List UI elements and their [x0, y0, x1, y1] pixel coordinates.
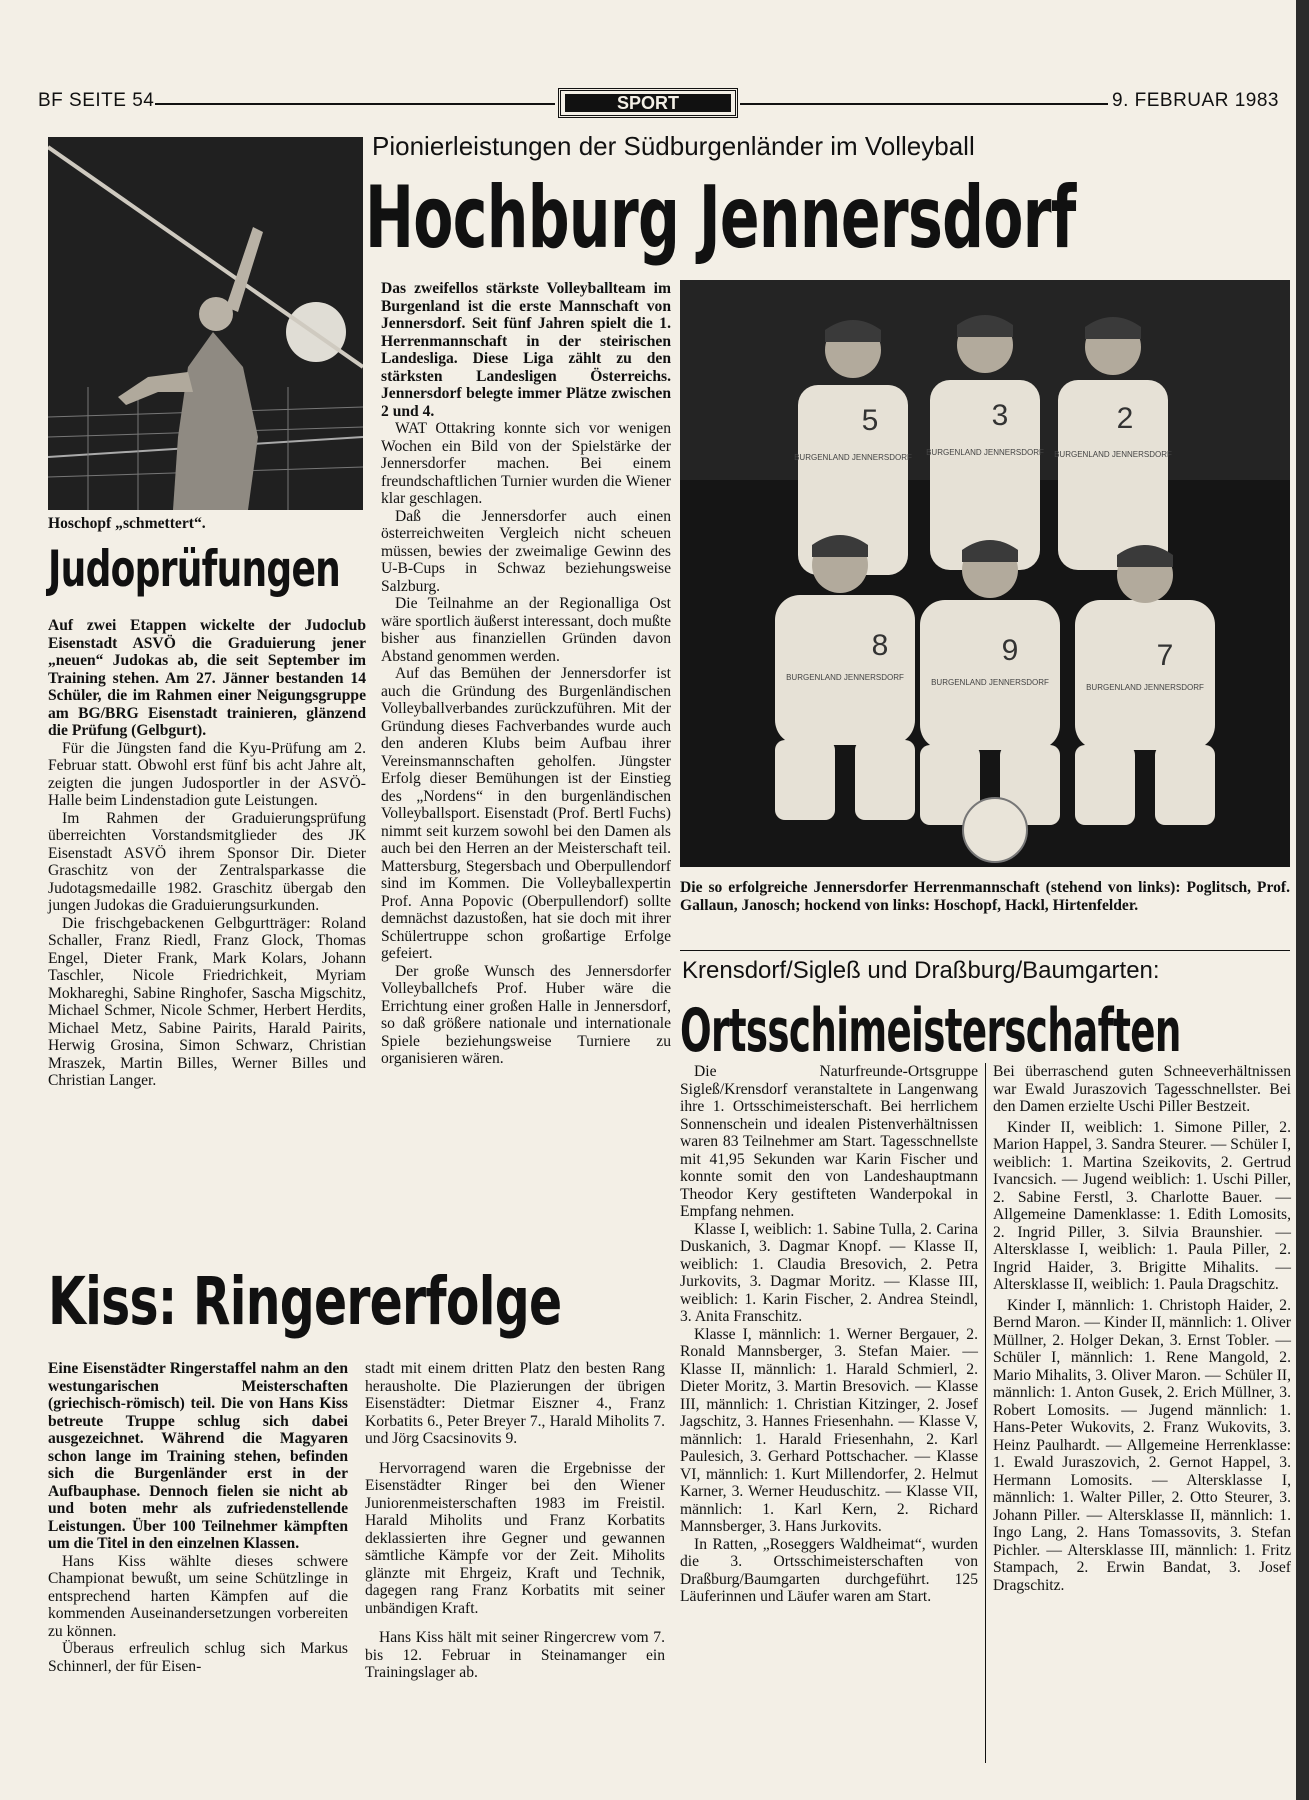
ortsschi-headline: Ortsschimeisterschaften	[680, 996, 1181, 1066]
judo-headline: Judoprüfungen	[48, 540, 341, 598]
header-rule-left	[155, 103, 555, 105]
ortsschi-paragraph: Kinder I, männlich: 1. Christoph Haider, 2. Bernd Maron. — Kinder II, männlich: 1. Oliver Müllner, 2. Holger Dekan, 3. Ernst Tobler. — Schüler I, männlich: 1. Rene Mangold, 2. Mario Mihalits, 3. Oliver Maron. — Schüler II, männlich: 1. Anton Gusek, 2. Erich Müllner, 3. Robert Lomosits. — Jugend männlich: 1. Hans-Peter Wukovits, 2. Franz Wukovits, 3. Heinz Paulhardt. — Allgemeine Herrenklasse: 1. Ewald Juraszovich, 2. Gernot Happel, 3. Hermann Lomosits. — Altersklasse I, männlich: 1. Walter Piller, 2. Otto Steurer, 3. Johann Piller. — Altersklasse II, männlich: 1. Ingo Lang, 2. Hans Tomassovits, 3. Stefan Pichler. — Altersklasse III, männlich: 1. Fritz Stampach, 2. Erwin Bandat, 3. Josef Dragschitz.	[993, 1296, 1291, 1594]
main-paragraph: Daß die Jennersdorfer auch einen österreichweiten Vergleich nicht scheuen müssen, bewies der zweimalige Gewinn des U-B-Cups in Schwaz beziehungsweise Salzburg.	[381, 507, 671, 595]
ortsschi-paragraph: Bei überraschend guten Schneeverhältnissen war Ewald Juraszovich Tagesschnellster. Bei den Damen erzielte Uschi Piller Bestzeit.	[993, 1063, 1291, 1115]
main-paragraph: Das zweifellos stärkste Volleyballteam im Burgenland ist die erste Mannschaft von Jennersdorf. Seit fünf Jahren spielt die 1. Herrenmannschaft in der steirischen Landesliga. Diese Liga zählt zu den stärksten Landesligen Österreichs. Jennersdorf belegte immer Plätze zwischen 2 und 4.	[381, 280, 671, 420]
ortsschi-paragraph: Kinder II, weiblich: 1. Simone Piller, 2. Marion Happel, 3. Sandra Steurer. — Schüler I, weiblich: 1. Martina Szeikovits, 2. Gertrud Ivancsich. — Jugend weiblich: 1. Uschi Piller, 2. Sabine Ferstl, 3. Charlotte Bauer. — Allgemeine Damenklasse: 1. Edith Lomosits, 2. Ingrid Piller, 3. Silvia Braunshier. — Altersklasse I, weiblich: 1. Paula Piller, 2. Ingrid Haider, 3. Brigitte Mihalits. — Altersklasse II, weiblich: 1. Paula Dragschitz.	[993, 1118, 1291, 1293]
header-rule-right	[740, 103, 1108, 105]
kiss-paragraph: stadt mit einem dritten Platz den besten Rang herausholte. Die Plazierungen der übrigen Eisenstädter: Dietmar Eiszner 4., Franz Korbatits 6., Peter Breyer 7., Harald Miholits 7. und Jörg Csacsinovits 9.	[365, 1360, 665, 1447]
section-divider	[680, 950, 1290, 951]
main-headline: Hochburg Jennersdorf	[365, 168, 1076, 268]
column-rule	[985, 1063, 986, 1763]
svg-text:BURGENLAND JENNERSDORF: BURGENLAND JENNERSDORF	[1054, 450, 1172, 459]
ortsschi-paragraph: Klasse I, weiblich: 1. Sabine Tulla, 2. Carina Duskanich, 3. Dagmar Knopf. — Klasse II, weiblich: 1. Claudia Bresovich, 2. Petra Jurkovits, 3. Dagmar Moritz. — Klasse III, weiblich: 1. Karin Fischer, 2. Andrea Steindl, 3. Anita Franschitz.	[680, 1220, 978, 1325]
kiss-column-1	[48, 1360, 348, 1675]
kiss-paragraph: Überaus erfreulich schlug sich Markus Schinnerl, der für Eisen-	[48, 1640, 348, 1675]
svg-text:2: 2	[1116, 402, 1134, 435]
svg-text:8: 8	[871, 629, 889, 662]
svg-text:BURGENLAND JENNERSDORF: BURGENLAND JENNERSDORF	[926, 448, 1044, 457]
ortsschi-column-1	[680, 1063, 978, 1606]
kiss-paragraph: Eine Eisenstädter Ringerstaffel nahm an den westungarischen Meisterschaften (griechisch-römisch) teil. Die von Hans Kiss betreute Truppe schlug sich dabei ausgezeichnet. Während die Magyaren schon lange im Training stehen, befinden sich die Burgenländer erst in der Aufbauphase. Dennoch fielen sie nicht ab und boten mehr als zufriedenstellende Leistungen. Über 100 Teilnehmer kämpften um die Titel in den einzelnen Klassen.	[48, 1360, 348, 1552]
kiss-column-2	[365, 1360, 665, 1682]
kiss-paragraph: Hervorragend waren die Ergebnisse der Eisenstädter Ringer bei den Wiener Juniorenmeisterschaften 1983 im Freistil. Harald Miholits und Franz Korbatits deklassierten ihre Gegner und gewannen sämtliche Kämpfe vor der Zeit. Miholits glänzte mit Ehrgeiz, Kraft und Technik, dagegen rang Franz Korbatits mit seiner unbändigen Kraft.	[365, 1459, 665, 1617]
svg-text:BURGENLAND JENNERSDORF: BURGENLAND JENNERSDORF	[931, 678, 1049, 687]
kiss-paragraph: Hans Kiss hält mit seiner Ringercrew vom 7. bis 12. Februar in Steinamanger ein Trainingslager ab.	[365, 1629, 665, 1681]
main-kicker: Pionierleistungen der Südburgenländer im Volleyball	[372, 131, 975, 161]
ortsschi-column-2	[993, 1063, 1291, 1594]
judo-paragraph: Im Rahmen der Graduierungsprüfung überreichten Vorstandsmitglieder des JK Eisenstadt ASVÖ ihrem Sponsor Dir. Dieter Graschitz von der Zentralsparkasse die Judotagsmedaille 1982. Graschitz übergab den jungen Judokas die Graduierungsurkunden.	[48, 809, 366, 914]
kiss-paragraph: Hans Kiss wählte dieses schwere Championat bewußt, um seine Schützlinge in entsprechend harten Kämpfen auf die kommenden Auseinandersetzungen vorbereiten zu können.	[48, 1552, 348, 1640]
svg-text:BURGENLAND JENNERSDORF: BURGENLAND JENNERSDORF	[1086, 683, 1204, 692]
svg-text:5: 5	[861, 404, 879, 437]
section-label: SPORT	[565, 94, 731, 112]
main-paragraph: Der große Wunsch des Jennersdorfer Volleyballchefs Prof. Huber wäre die Errichtung einer großen Halle in Jennersdorf, so daß größere nationale und internationale Spiele beziehungsweise Turniere zu organisieren wären.	[381, 962, 671, 1067]
main-paragraph: Die Teilnahme an der Regionalliga Ost wäre sportlich äußerst interessant, doch mußte bisher aus finanziellen Gründen davon Abstand genommen werden.	[381, 595, 671, 665]
svg-text:BURGENLAND JENNERSDORF: BURGENLAND JENNERSDORF	[786, 673, 904, 682]
issue-date: 9. FEBRUAR 1983	[1112, 90, 1279, 111]
svg-text:7: 7	[1156, 639, 1174, 672]
judo-article	[48, 617, 366, 1090]
kiss-headline: Kiss: Ringererfolge	[48, 1263, 562, 1340]
ortsschi-kicker: Krensdorf/Sigleß und Draßburg/Baumgarten:	[682, 957, 1160, 984]
main-paragraph: Auf das Bemühen der Jennersdorfer ist auch die Gründung des Burgenländischen Volleyballverbandes zurückzuführen. Mit der Gründung dieses Fachverbandes wurde auch den anderen Klubs beim Aufbau ihrer Vereinsmannschaften geholfen. Jüngster Erfolg dieser Bemühungen ist der Einstieg des „Nordens“ in den burgenländischen Volleyballsport. Eisenstadt (Prof. Bertl Fuchs) nimmt seit kurzem sowohl bei den Damen als auch bei den Herren an der Meisterschaft teil. Mattersburg, Stegersbach und Oberpullendorf sind im Kommen. Die Volleyballexpertin Prof. Anna Popovic (Oberpullendorf) sollte demnächst dazustoßen, hat sie doch mit ihrer Schülertruppe schon großartige Erfolge gefeiert.	[381, 665, 671, 962]
judo-paragraph: Auf zwei Etappen wickelte der Judoclub Eisenstadt ASVÖ die Graduierung jener „neuen“ Judokas ab, die seit September im Training stehen. Am 27. Jänner bestanden 14 Schüler, die im Rahmen einer Neigungsgruppe am BG/BRG Eisenstadt trainieren, glänzend die Prüfung (Gelbgurt).	[48, 617, 366, 739]
section-badge	[558, 88, 738, 118]
ortsschi-paragraph: Klasse I, männlich: 1. Werner Bergauer, 2. Ronald Mannsberger, 3. Stefan Maier. — Klasse II, männlich: 1. Harald Schmierl, 2. Dieter Moritz, 3. Martin Bresovich. — Klasse III, männlich: 1. Christian Kitzinger, 2. Josef Jagschitz, 3. Hannes Friesenhahn. — Klasse V, männlich: 1. Harald Friesenhahn, 2. Karl Paulesich, 3. Gerhard Pottschacher. — Klasse VI, männlich: 1. Kurt Millendorfer, 2. Helmut Karner, 3. Werner Heuduschitz. — Klasse VII, männlich: 1. Karl Kern, 2. Richard Mannsberger, 3. Hans Jurkovits.	[680, 1325, 978, 1535]
ortsschi-paragraph: Die Naturfreunde-Ortsgruppe Sigleß/Krensdorf veranstaltete in Langenwang ihre 1. Ortsschimeisterschaft. Bei herrlichem Sonnenschein und idealen Pistenverhältnissen waren 83 Teilnehmer am Start. Tagesschnellste mit 41,95 Sekunden war Karin Fischer und konnte somit den von Landeshauptmann Theodor Kery gestifteten Wanderpokal in Empfang nehmen.	[680, 1063, 978, 1220]
team-photo-caption: Die so erfolgreiche Jennersdorfer Herrenmannschaft (stehend von links): Poglitsch, Prof. Gallaun, Janosch; hockend von links: Hoschopf, Hackl, Hirtenfelder.	[680, 879, 1290, 914]
judo-paragraph: Für die Jüngsten fand die Kyu-Prüfung am 2. Februar statt. Obwohl erst fünf bis acht Jahre alt, zeigten die jungen Judosportler in der ASVÖ-Halle beim Lindenstadion gute Leistungen.	[48, 739, 366, 809]
team-photo	[680, 280, 1290, 867]
left-photo-caption: Hoschopf „schmettert“.	[48, 515, 206, 532]
judo-paragraph: Die frischgebackenen Gelbgurtträger: Roland Schaller, Franz Riedl, Franz Glock, Thomas Engel, Dieter Frank, Mark Kolars, Johann Taschler, Nicole Friedrichkeit, Myriam Mokhareghi, Sabine Ringhofer, Sascha Migschitz, Michael Schmer, Nicole Schmer, Herbert Herdits, Michael Metz, Sabine Pairits, Harald Pairits, Herwig Grosina, Simon Schwarz, Christian Mraszek, Martin Billes, Werner Billes und Christian Langer.	[48, 914, 366, 1089]
ortsschi-paragraph: In Ratten, „Roseggers Waldheimat“, wurden die 3. Ortsschimeisterschaften von Draßburg/Baumgarten durchgeführt. 125 Läuferinnen und Läufer waren am Start.	[680, 1535, 978, 1605]
main-article	[381, 280, 671, 1068]
svg-text:3: 3	[991, 399, 1009, 432]
volleyball-spike-photo	[48, 137, 363, 510]
page-edge	[1296, 0, 1309, 1800]
page-number: BF SEITE 54	[38, 90, 155, 111]
main-paragraph: WAT Ottakring konnte sich vor wenigen Wochen ein Bild von der Spielstärke der Jennersdorfer machen. Bei einem freundschaftlichen Turnier wurden die Wiener klar geschlagen.	[381, 420, 671, 507]
svg-text:BURGENLAND JENNERSDORF: BURGENLAND JENNERSDORF	[794, 453, 912, 462]
svg-text:9: 9	[1001, 634, 1019, 667]
